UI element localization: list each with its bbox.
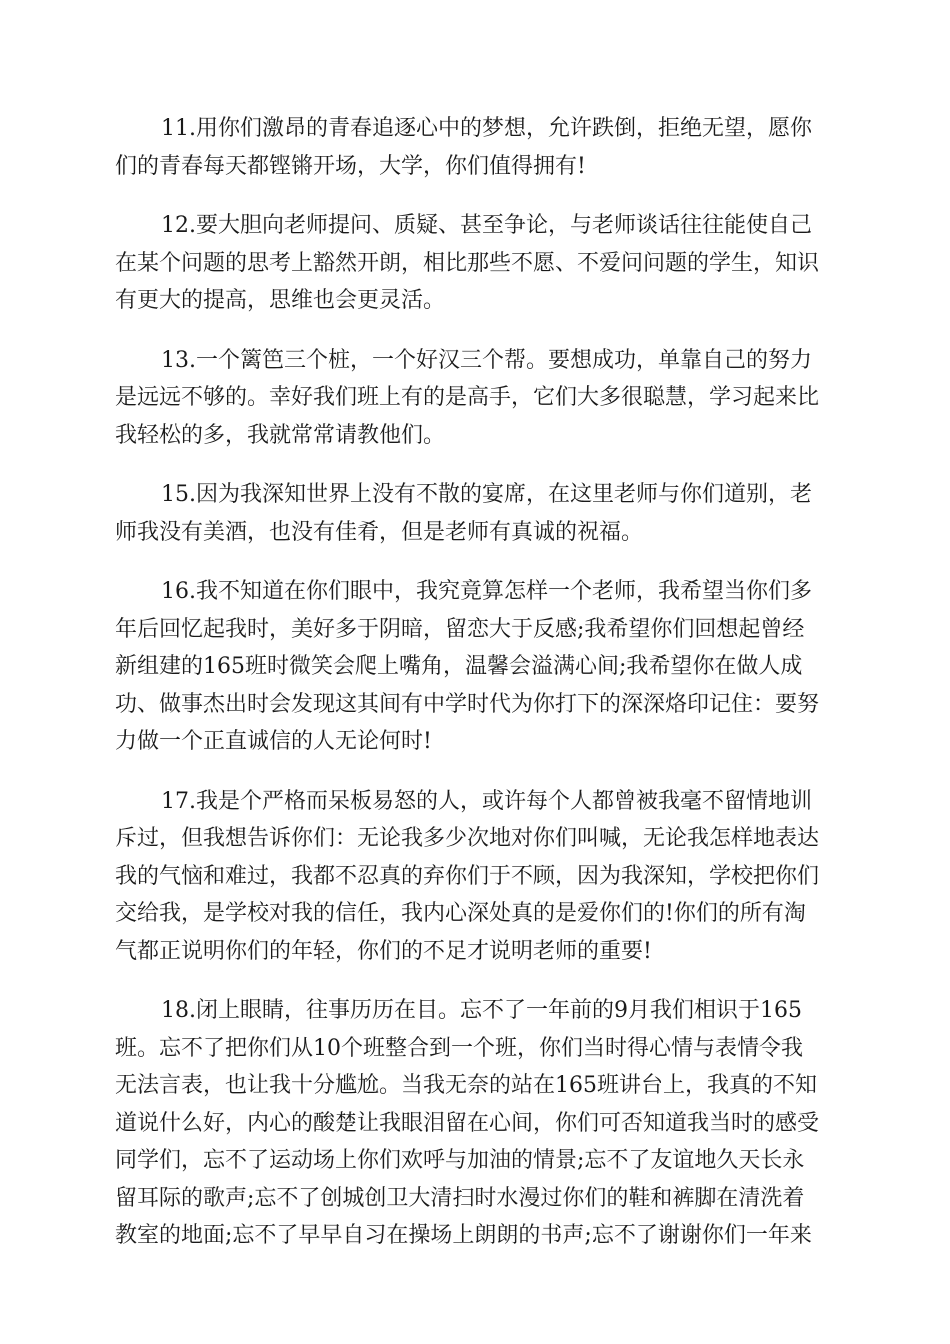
text-line: 13.一个篱笆三个桩，一个好汉三个帮。要想成功，单靠自己的努力 xyxy=(161,347,812,373)
text-line: 有更大的提高，思维也会更灵活。 xyxy=(115,288,446,313)
text-line: 们的青春每天都铿锵开场，大学，你们值得拥有! xyxy=(115,153,586,179)
text-line: 气都正说明你们的年轻，你们的不足才说明老师的重要! xyxy=(115,938,652,964)
text-line: 15.因为我深知世界上没有不散的宴席，在这里老师与你们道别，老 xyxy=(161,482,812,507)
text-line: 我轻松的多，我就常常请教他们。 xyxy=(115,422,446,448)
text-line: 功、做事杰出时会发现这其间有中学时代为你打下的深深烙印记住：要努 xyxy=(115,691,820,717)
text-line: 道说什么好，内心的酸楚让我眼泪留在心间，你们可否知道我当时的感受 xyxy=(115,1110,820,1136)
text-line: 力做一个正直诚信的人无论何时! xyxy=(115,729,432,754)
text-line: 留耳际的歌声;忘不了创城创卫大清扫时水漫过你们的鞋和裤脚在清洗着 xyxy=(115,1185,805,1211)
text-line: 无法言表，也让我十分尴尬。当我无奈的站在165班讲台上，我真的不知 xyxy=(115,1073,817,1098)
paragraph xyxy=(115,992,837,1255)
text-line: 12.要大胆向老师提问、质疑、甚至争论，与老师谈话往往能使自己 xyxy=(161,213,812,238)
text-line: 新组建的165班时微笑会爬上嘴角，温馨会溢满心间;我希望你在做人成 xyxy=(115,654,803,679)
text-line: 11.用你们激昂的青春追逐心中的梦想，允许跌倒，拒绝无望，愿你 xyxy=(161,116,812,141)
paragraph xyxy=(115,342,837,455)
text-line: 师我没有美酒，也没有佳肴，但是老师有真诚的祝福。 xyxy=(115,519,644,545)
text-line: 17.我是个严格而呆板易怒的人，或许每个人都曾被我毫不留情地训 xyxy=(161,788,812,814)
text-line: 18.闭上眼睛，往事历历在目。忘不了一年前的9月我们相识于165 xyxy=(161,998,802,1023)
text-line: 交给我，是学校对我的信任，我内心深处真的是爱你们的!你们的所有淘 xyxy=(115,901,806,926)
text-line: 年后回忆起我时，美好多于阴暗，留恋大于反感;我希望你们回想起曾经 xyxy=(115,616,805,642)
text-line: 在某个问题的思考上豁然开朗，相比那些不愿、不爱问问题的学生，知识 xyxy=(115,250,820,276)
text-line: 同学们，忘不了运动场上你们欢呼与加油的情景;忘不了友谊地久天长永 xyxy=(115,1148,805,1173)
document-body xyxy=(115,110,837,1277)
text-line: 斥过，但我想告诉你们：无论我多少次地对你们叫喊，无论我怎样地表达 xyxy=(115,826,820,851)
text-line: 班。忘不了把你们从10个班整合到一个班，你们当时得心情与表情令我 xyxy=(115,1035,803,1061)
text-line: 我的气恼和难过，我都不忍真的弃你们于不顾，因为我深知，学校把你们 xyxy=(115,863,820,889)
text-line: 是远远不够的。幸好我们班上有的是高手，它们大多很聪慧，学习起来比 xyxy=(115,385,820,410)
paragraph xyxy=(115,573,837,761)
paragraph xyxy=(115,783,837,971)
paragraph xyxy=(115,476,837,551)
text-line: 16.我不知道在你们眼中，我究竟算怎样一个老师，我希望当你们多 xyxy=(161,579,812,604)
paragraph xyxy=(115,110,837,185)
text-line: 教室的地面;忘不了早早自习在操场上朗朗的书声;忘不了谢谢你们一年来 xyxy=(115,1223,812,1248)
paragraph xyxy=(115,207,837,320)
